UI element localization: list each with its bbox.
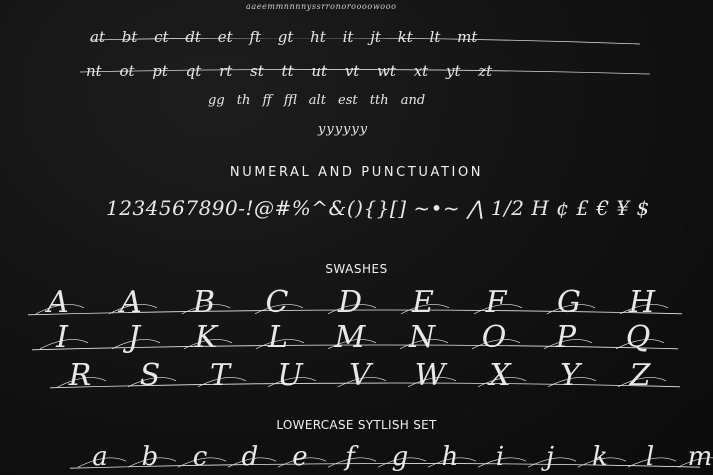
swash-glyph: i: [495, 442, 505, 473]
swash-glyph: B: [192, 284, 216, 320]
swash-glyph: K: [194, 319, 218, 355]
swash-glyph: h: [441, 442, 459, 473]
swash-glyph: F: [485, 284, 507, 320]
swash-glyph: f: [345, 442, 355, 473]
swash-glyph: M: [334, 319, 366, 355]
swash-glyph: m: [687, 442, 713, 473]
swash-glyph: Q: [625, 319, 651, 355]
swash-glyph: V: [349, 357, 371, 393]
swash-glyph: j: [545, 442, 555, 473]
swash-glyph: Z: [629, 357, 651, 393]
swash-glyph: e: [292, 442, 308, 473]
swash-glyph: G: [557, 284, 581, 320]
ligature-row-4: yyyyyy: [318, 122, 369, 137]
swash-glyph: N: [408, 319, 436, 355]
swash-row-2: [0, 318, 713, 358]
swash-glyph: g: [391, 442, 409, 473]
swash-glyph: k: [592, 442, 608, 473]
lowercase-heading: LOWERCASE SYTLISH SET: [276, 418, 437, 432]
swash-glyph: S: [139, 357, 161, 393]
swash-glyph: I: [56, 319, 68, 355]
swash-glyph: l: [645, 442, 655, 473]
swash-glyph: E: [412, 284, 434, 320]
swash-glyph: b: [141, 442, 159, 473]
swash-glyph: A: [47, 284, 69, 320]
swash-glyph: c: [192, 442, 208, 473]
swash-glyph: X: [489, 357, 511, 393]
swash-row-1: [0, 283, 713, 323]
swash-glyph: J: [127, 319, 141, 355]
swash-glyph: Y: [560, 357, 580, 393]
ligature-row-1: at bt ct dt et ft gt ht it jt kt lt mt: [90, 28, 478, 46]
ligature-row-2: nt ot pt qt rt st tt ut vt wt xt yt zt: [86, 62, 493, 80]
swash-glyph: L: [268, 319, 288, 355]
numerals-row: 1234567890-!@#%^&(){}[] ~•~ ⋀ 1/2 H ¢ £ € ¥ $: [106, 196, 650, 220]
swash-glyph: R: [68, 357, 92, 393]
swash-glyph: O: [481, 319, 507, 355]
swash-glyph: A: [120, 284, 142, 320]
swash-glyph: P: [555, 319, 577, 355]
lowercase-swash-row: [0, 440, 713, 475]
numeral-heading: NUMERAL AND PUNCTUATION: [229, 165, 484, 180]
swashes-heading: SWASHES: [325, 262, 388, 276]
swash-glyph: H: [628, 284, 656, 320]
swash-glyph: W: [414, 357, 446, 393]
ligature-row-3: gg th ff ffl alt est tth and: [208, 93, 426, 108]
swash-row-3: [0, 356, 713, 396]
swash-glyph: T: [209, 357, 231, 393]
swash-glyph: D: [337, 284, 363, 320]
swash-glyph: d: [241, 442, 259, 473]
swash-glyph: C: [265, 284, 289, 320]
swash-glyph: U: [277, 357, 303, 393]
swash-glyph: a: [92, 442, 108, 473]
tiny-glyph-row: aaeemmnnnnyssrronoroooowooo: [246, 2, 397, 11]
